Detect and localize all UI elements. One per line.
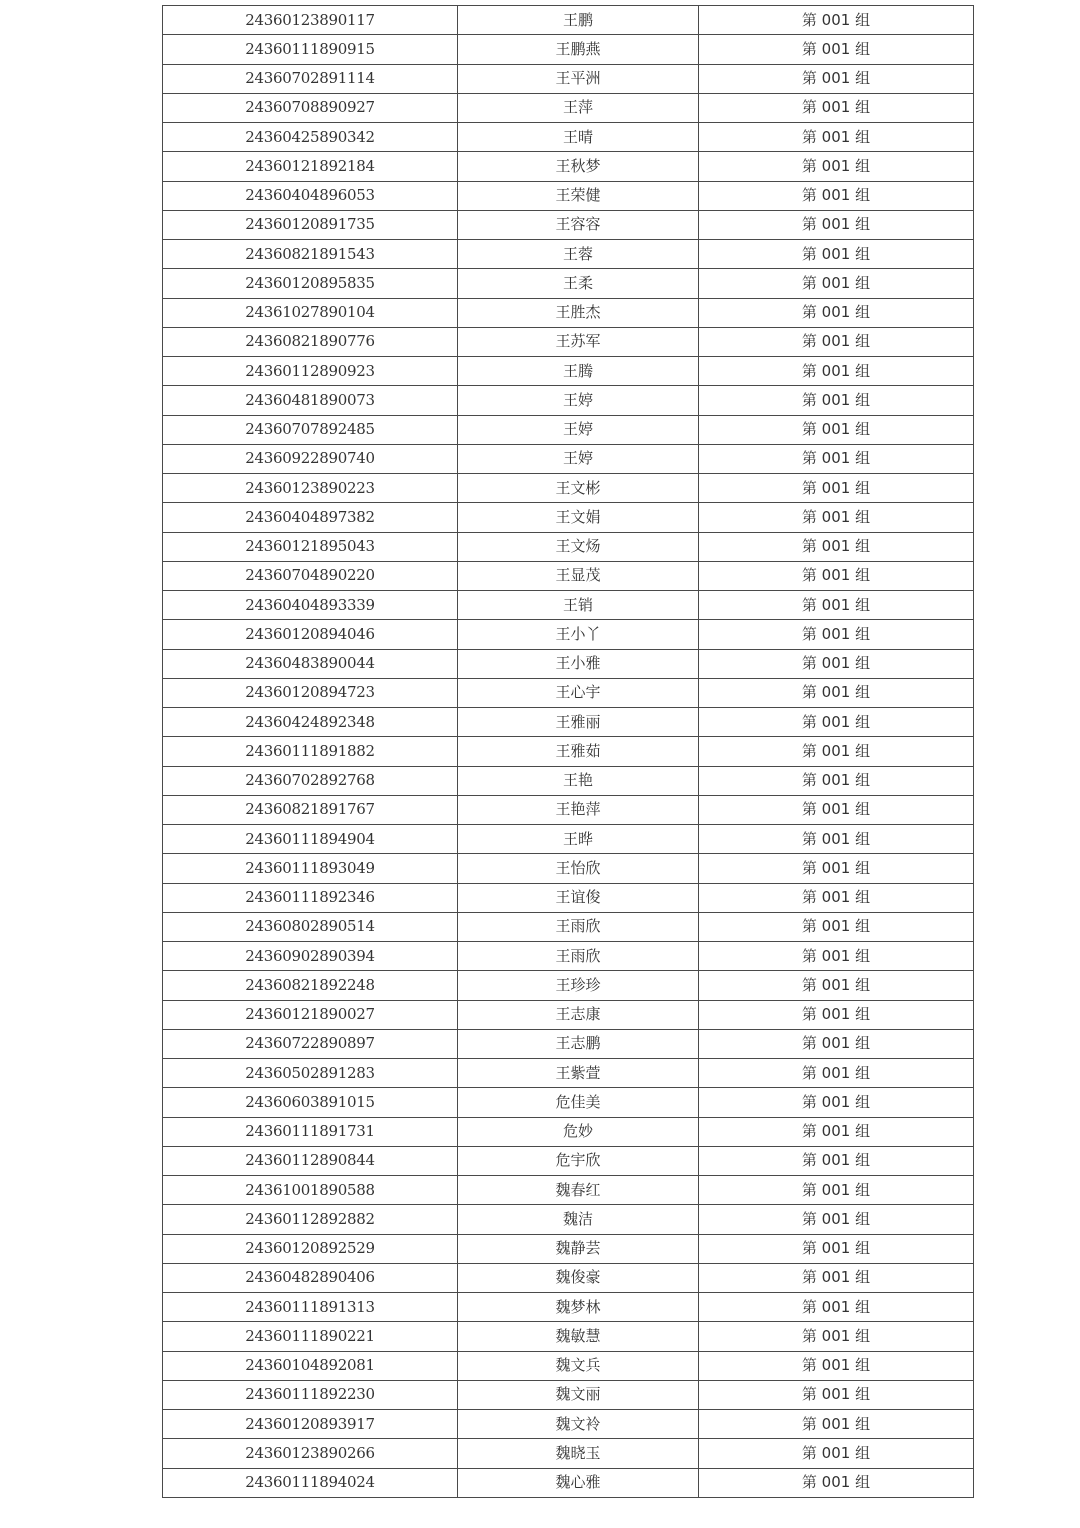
table-row [163,737,974,766]
group-cell: 第 001 组 [699,35,974,64]
table-row [163,1205,974,1234]
candidate-id-cell: 24360123890266 [163,1439,458,1468]
group-cell: 第 001 组 [699,971,974,1000]
candidate-id-cell: 24360702891114 [163,64,458,93]
table-row [163,883,974,912]
candidate-id-cell: 24360481890073 [163,386,458,415]
group-cell: 第 001 组 [699,240,974,269]
candidate-id-cell: 24360120893917 [163,1410,458,1439]
candidate-name-cell: 王苏军 [458,327,699,356]
candidate-id-cell: 24360111894904 [163,825,458,854]
table-row [163,591,974,620]
table-row [163,1234,974,1263]
group-cell: 第 001 组 [699,1000,974,1029]
candidate-id-cell: 24360111892346 [163,883,458,912]
group-cell: 第 001 组 [699,1117,974,1146]
table-row [163,532,974,561]
candidate-name-cell: 王文炀 [458,532,699,561]
table-row [163,912,974,941]
candidate-name-cell: 魏文袊 [458,1410,699,1439]
candidate-name-cell: 王小丫 [458,620,699,649]
candidate-name-cell: 王婷 [458,444,699,473]
candidate-id-cell: 24360121892184 [163,152,458,181]
table-row [163,123,974,152]
candidate-name-cell: 王珍珍 [458,971,699,1000]
candidate-name-cell: 王晴 [458,123,699,152]
group-cell: 第 001 组 [699,298,974,327]
candidate-id-cell: 24360404897382 [163,503,458,532]
candidate-id-cell: 24360111891882 [163,737,458,766]
group-cell: 第 001 组 [699,444,974,473]
table-row [163,1088,974,1117]
candidate-id-cell: 24360902890394 [163,942,458,971]
group-cell: 第 001 组 [699,1263,974,1292]
candidate-name-cell: 王柔 [458,269,699,298]
candidate-name-cell: 魏文兵 [458,1351,699,1380]
candidate-id-cell: 24360111893049 [163,854,458,883]
candidate-name-cell: 王心宇 [458,678,699,707]
group-cell: 第 001 组 [699,1205,974,1234]
group-cell: 第 001 组 [699,795,974,824]
candidate-id-cell: 24360821891543 [163,240,458,269]
candidate-name-cell: 魏静芸 [458,1234,699,1263]
candidate-name-cell: 王小雅 [458,649,699,678]
table-row [163,825,974,854]
group-cell: 第 001 组 [699,1146,974,1175]
group-cell: 第 001 组 [699,942,974,971]
candidate-name-cell: 王志鹏 [458,1029,699,1058]
candidate-id-cell: 24360120895835 [163,269,458,298]
group-cell: 第 001 组 [699,152,974,181]
group-cell: 第 001 组 [699,1439,974,1468]
candidate-name-cell: 王雅丽 [458,708,699,737]
table-row [163,854,974,883]
table-row [163,35,974,64]
group-cell: 第 001 组 [699,532,974,561]
group-cell: 第 001 组 [699,1029,974,1058]
table-row [163,942,974,971]
candidate-id-cell: 24360802890514 [163,912,458,941]
roster-table-body [163,6,974,1498]
candidate-name-cell: 王紫萱 [458,1059,699,1088]
candidate-id-cell: 24360482890406 [163,1263,458,1292]
table-row [163,444,974,473]
candidate-id-cell: 24360120894723 [163,678,458,707]
candidate-name-cell: 魏晓玉 [458,1439,699,1468]
group-cell: 第 001 组 [699,1176,974,1205]
group-cell: 第 001 组 [699,357,974,386]
candidate-name-cell: 魏敏慧 [458,1322,699,1351]
table-row [163,240,974,269]
group-cell: 第 001 组 [699,591,974,620]
candidate-name-cell: 魏俊豪 [458,1263,699,1292]
table-row [163,152,974,181]
candidate-name-cell: 王雨欣 [458,912,699,941]
candidate-name-cell: 王雅茹 [458,737,699,766]
table-row [163,1059,974,1088]
candidate-id-cell: 24360112890844 [163,1146,458,1175]
table-row [163,1380,974,1409]
candidate-name-cell: 王婷 [458,415,699,444]
roster-table [162,5,974,1498]
table-row [163,1293,974,1322]
candidate-id-cell: 24361027890104 [163,298,458,327]
table-row [163,1322,974,1351]
candidate-name-cell: 危妙 [458,1117,699,1146]
group-cell: 第 001 组 [699,64,974,93]
candidate-id-cell: 24360821892248 [163,971,458,1000]
table-row [163,1263,974,1292]
group-cell: 第 001 组 [699,766,974,795]
candidate-id-cell: 24360112890923 [163,357,458,386]
group-cell: 第 001 组 [699,386,974,415]
group-cell: 第 001 组 [699,620,974,649]
group-cell: 第 001 组 [699,825,974,854]
candidate-name-cell: 危宇欣 [458,1146,699,1175]
candidate-name-cell: 王销 [458,591,699,620]
group-cell: 第 001 组 [699,1380,974,1409]
candidate-id-cell: 24360404896053 [163,181,458,210]
group-cell: 第 001 组 [699,649,974,678]
candidate-name-cell: 王谊俊 [458,883,699,912]
table-row [163,415,974,444]
candidate-name-cell: 魏梦林 [458,1293,699,1322]
candidate-id-cell: 24360120892529 [163,1234,458,1263]
candidate-id-cell: 24360121895043 [163,532,458,561]
table-row [163,386,974,415]
table-row [163,1176,974,1205]
candidate-name-cell: 魏文丽 [458,1380,699,1409]
group-cell: 第 001 组 [699,123,974,152]
candidate-id-cell: 24360425890342 [163,123,458,152]
table-row [163,357,974,386]
table-row [163,93,974,122]
candidate-name-cell: 王荣健 [458,181,699,210]
table-row [163,708,974,737]
candidate-name-cell: 王文彬 [458,474,699,503]
group-cell: 第 001 组 [699,737,974,766]
candidate-name-cell: 魏洁 [458,1205,699,1234]
candidate-id-cell: 24360123890117 [163,6,458,35]
group-cell: 第 001 组 [699,1088,974,1117]
candidate-name-cell: 王艳 [458,766,699,795]
candidate-id-cell: 24360483890044 [163,649,458,678]
table-row [163,503,974,532]
table-row [163,678,974,707]
candidate-name-cell: 王胜杰 [458,298,699,327]
candidate-id-cell: 24360121890027 [163,1000,458,1029]
candidate-name-cell: 魏春红 [458,1176,699,1205]
group-cell: 第 001 组 [699,561,974,590]
table-row [163,766,974,795]
candidate-name-cell: 王容容 [458,210,699,239]
table-row [163,1029,974,1058]
candidate-name-cell: 王志康 [458,1000,699,1029]
table-row [163,971,974,1000]
candidate-id-cell: 24360922890740 [163,444,458,473]
group-cell: 第 001 组 [699,1468,974,1497]
group-cell: 第 001 组 [699,1351,974,1380]
candidate-id-cell: 24360120891735 [163,210,458,239]
group-cell: 第 001 组 [699,883,974,912]
candidate-id-cell: 24360722890897 [163,1029,458,1058]
candidate-name-cell: 王显茂 [458,561,699,590]
candidate-name-cell: 王秋梦 [458,152,699,181]
candidate-id-cell: 24360111890221 [163,1322,458,1351]
table-row [163,1410,974,1439]
table-row [163,649,974,678]
table-row [163,298,974,327]
group-cell: 第 001 组 [699,181,974,210]
table-row [163,1000,974,1029]
group-cell: 第 001 组 [699,1410,974,1439]
candidate-id-cell: 24360111891313 [163,1293,458,1322]
candidate-id-cell: 24360111891731 [163,1117,458,1146]
candidate-name-cell: 危佳美 [458,1088,699,1117]
candidate-id-cell: 24360704890220 [163,561,458,590]
group-cell: 第 001 组 [699,678,974,707]
candidate-name-cell: 王文娟 [458,503,699,532]
candidate-id-cell: 24360104892081 [163,1351,458,1380]
group-cell: 第 001 组 [699,1234,974,1263]
group-cell: 第 001 组 [699,474,974,503]
group-cell: 第 001 组 [699,854,974,883]
table-row [163,474,974,503]
group-cell: 第 001 组 [699,708,974,737]
table-row [163,64,974,93]
table-row [163,1351,974,1380]
candidate-id-cell: 24360702892768 [163,766,458,795]
candidate-id-cell: 24360123890223 [163,474,458,503]
candidate-name-cell: 王怡欣 [458,854,699,883]
candidate-name-cell: 王婷 [458,386,699,415]
group-cell: 第 001 组 [699,912,974,941]
group-cell: 第 001 组 [699,1293,974,1322]
candidate-name-cell: 王晔 [458,825,699,854]
group-cell: 第 001 组 [699,6,974,35]
candidate-id-cell: 24360112892882 [163,1205,458,1234]
group-cell: 第 001 组 [699,327,974,356]
table-row [163,6,974,35]
table-row [163,620,974,649]
table-row [163,795,974,824]
candidate-id-cell: 24360120894046 [163,620,458,649]
candidate-id-cell: 24360707892485 [163,415,458,444]
candidate-id-cell: 24360821891767 [163,795,458,824]
group-cell: 第 001 组 [699,1059,974,1088]
candidate-name-cell: 王鹏 [458,6,699,35]
candidate-id-cell: 24360111894024 [163,1468,458,1497]
candidate-name-cell: 王腾 [458,357,699,386]
candidate-name-cell: 王鹏燕 [458,35,699,64]
candidate-id-cell: 24360603891015 [163,1088,458,1117]
table-row [163,1468,974,1497]
group-cell: 第 001 组 [699,93,974,122]
candidate-id-cell: 24360821890776 [163,327,458,356]
table-row [163,1439,974,1468]
table-row [163,181,974,210]
candidate-id-cell: 24360502891283 [163,1059,458,1088]
table-row [163,561,974,590]
group-cell: 第 001 组 [699,1322,974,1351]
candidate-name-cell: 魏心雅 [458,1468,699,1497]
candidate-name-cell: 王萍 [458,93,699,122]
table-row [163,1117,974,1146]
group-cell: 第 001 组 [699,415,974,444]
candidate-id-cell: 24360111890915 [163,35,458,64]
table-row [163,1146,974,1175]
table-row [163,269,974,298]
candidate-name-cell: 王艳萍 [458,795,699,824]
table-row [163,327,974,356]
group-cell: 第 001 组 [699,503,974,532]
candidate-id-cell: 24360424892348 [163,708,458,737]
group-cell: 第 001 组 [699,269,974,298]
candidate-id-cell: 24360111892230 [163,1380,458,1409]
candidate-name-cell: 王蓉 [458,240,699,269]
candidate-id-cell: 24360404893339 [163,591,458,620]
candidate-id-cell: 24361001890588 [163,1176,458,1205]
candidate-name-cell: 王雨欣 [458,942,699,971]
group-cell: 第 001 组 [699,210,974,239]
candidate-id-cell: 24360708890927 [163,93,458,122]
table-row [163,210,974,239]
candidate-name-cell: 王平洲 [458,64,699,93]
